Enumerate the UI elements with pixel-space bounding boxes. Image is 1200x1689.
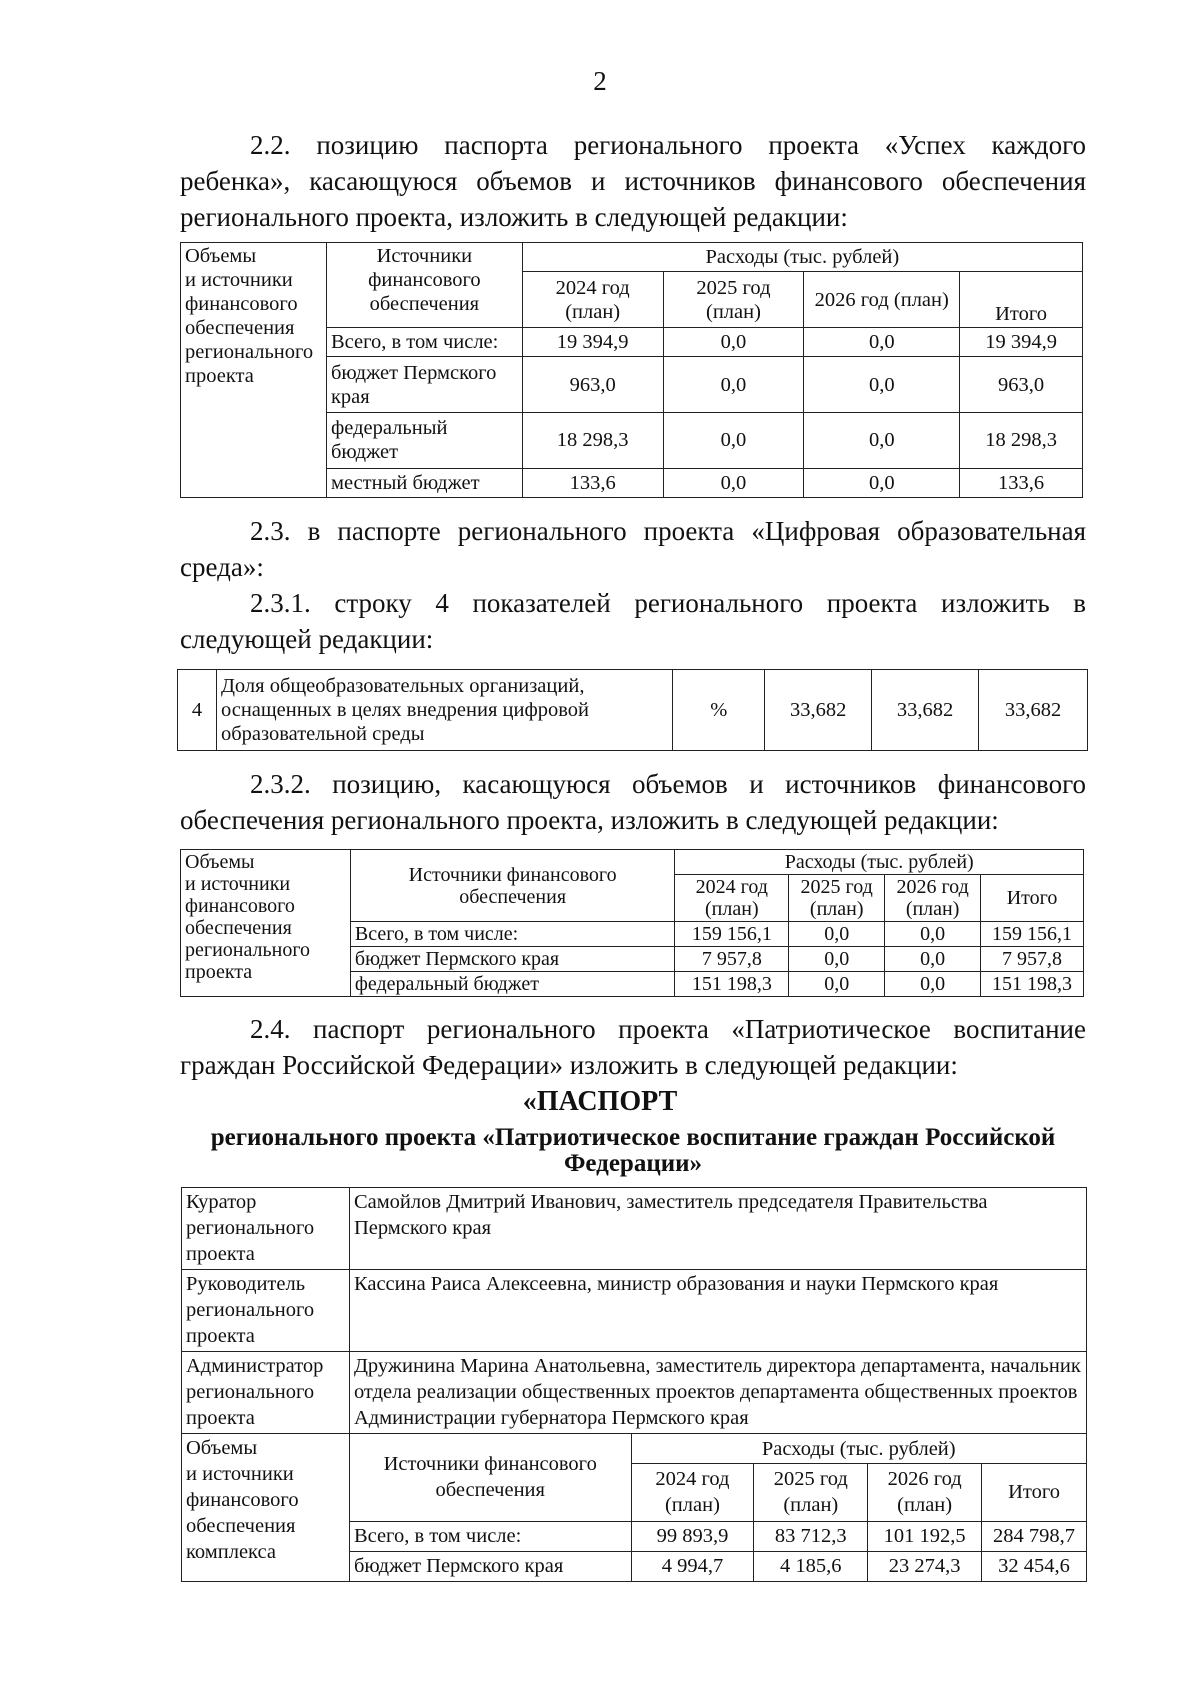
table-row: Всего, в том числе: 19 394,9 0,0 0,0 19 394,9 xyxy=(181,327,1083,356)
sources-header: Источники финансового обеспечения xyxy=(350,850,674,922)
year-2025-header: 2025 год (план) xyxy=(663,272,804,328)
paragraph-text: паспорт регионального проекта «Патриотическое воспитание граждан Российской Федерации» изложить в следующей редакции: xyxy=(180,1014,1086,1080)
head-value: Кассина Раиса Алексеевна, министр образования и науки Пермского края xyxy=(349,1270,1086,1352)
paragraph-text: в паспорте регионального проекта «Цифровая образовательная среда»: xyxy=(180,516,1087,582)
admin-label: Администратор регионального проекта xyxy=(182,1352,350,1434)
year-2025-header: 2025 год (план) xyxy=(754,1464,868,1521)
expenses-header: Расходы (тыс. рублей) xyxy=(522,243,1082,272)
total-header: Итого xyxy=(981,875,1084,922)
curator-value: Самойлов Дмитрий Иванович, заместитель председателя Правительства Пермского края xyxy=(349,1188,1086,1270)
table-row: Всего, в том числе: 99 893,9 83 712,3 101 192,5 284 798,7 xyxy=(182,1521,1087,1551)
paragraph-2-3-2 xyxy=(180,766,1086,838)
paragraph-2-2 xyxy=(180,127,1086,235)
paragraph-2-3-1 xyxy=(180,585,1086,657)
table-row: местный бюджет 133,6 0,0 0,0 133,6 xyxy=(181,468,1083,497)
year-2024-header: 2024 год (план) xyxy=(631,1464,754,1521)
year-2026-header: 2026 год (план) xyxy=(804,272,960,328)
financing-label: Объемы и источники финансового обеспечения комплекса xyxy=(182,1434,350,1582)
admin-row xyxy=(182,1352,1087,1434)
paragraph-text: строку 4 показателей регионального проекта изложить в следующей редакции: xyxy=(180,588,1087,654)
year-2025-header: 2025 год (план) xyxy=(789,875,885,922)
paragraph-number: 2.3.2. xyxy=(250,769,311,799)
head-label: Руководитель регионального проекта xyxy=(182,1270,350,1352)
table-row: Всего, в том числе: 159 156,1 0,0 0,0 159 156,1 xyxy=(181,922,1084,947)
table-success-every-child-financing xyxy=(180,242,1083,498)
paragraph-number: 2.3. xyxy=(250,516,291,546)
admin-value: Дружинина Марина Анатольевна, заместитель директора департамента, начальник отдела реализации общественных проектов департамента общественных проектов Администрации губернатора Пермского края xyxy=(349,1352,1086,1434)
rowhead-cell: Объемы и источники финансового обеспечения регионального проекта xyxy=(181,850,351,997)
sources-header: Источники финансового обеспечения xyxy=(349,1434,631,1522)
passport-subtitle: регионального проекта «Патриотическое воспитание граждан Российской Федерации» xyxy=(210,1124,1056,1177)
table-row: бюджет Пермского края 7 957,8 0,0 0,0 7 957,8 xyxy=(181,947,1084,972)
expenses-header: Расходы (тыс. рублей) xyxy=(631,1434,1086,1464)
table-row: федеральный бюджет 151 198,3 0,0 0,0 151 198,3 xyxy=(181,972,1084,997)
table-row: бюджет Пермского края 4 994,7 4 185,6 23 274,3 32 454,6 xyxy=(182,1551,1087,1581)
paragraph-text: позицию, касающуюся объемов и источников финансового обеспечения регионального проекта, изложить в следующей редакции: xyxy=(180,769,1086,835)
paragraph-2-4 xyxy=(180,1011,1086,1083)
page-number: 2 xyxy=(593,66,607,96)
year-2024-header: 2024 год (план) xyxy=(675,875,789,922)
paragraph-2-3 xyxy=(180,513,1086,585)
curator-label: Куратор регионального проекта xyxy=(182,1188,350,1270)
paragraph-number: 2.2. xyxy=(250,130,291,160)
paragraph-text: позицию паспорта регионального проекта «Успех каждого ребенка», касающуюся объемов и источников финансового обеспечения регионального проекта, изложить в следующей редакции: xyxy=(180,130,1086,232)
year-2026-header: 2026 год (план) xyxy=(885,875,981,922)
year-2026-header: 2026 год (план) xyxy=(868,1464,982,1521)
table-digital-env-financing xyxy=(180,849,1084,997)
paragraph-number: 2.4. xyxy=(250,1014,291,1044)
table-indicator-row-4 xyxy=(177,669,1088,751)
table-patriotic-passport xyxy=(181,1187,1087,1582)
total-header: Итого xyxy=(960,272,1083,328)
year-2024-header: 2024 год (план) xyxy=(522,272,663,328)
head-row xyxy=(182,1270,1087,1352)
total-header: Итого xyxy=(982,1464,1087,1521)
table-row: федеральный бюджет 18 298,3 0,0 0,0 18 298,3 xyxy=(181,412,1083,468)
table-row: бюджет Пермского края 963,0 0,0 0,0 963,0 xyxy=(181,357,1083,413)
rowhead-cell: Объемы и источники финансового обеспечения регионального проекта xyxy=(181,243,327,498)
expenses-header: Расходы (тыс. рублей) xyxy=(675,850,1084,875)
paragraph-number: 2.3.1. xyxy=(250,588,311,618)
table-row: 4 Доля общеобразовательных организаций, оснащенных в целях внедрения цифровой образовательной среды % 33,682 33,682 33,682 xyxy=(178,670,1088,751)
passport-title: «ПАСПОРТ xyxy=(522,1086,678,1117)
sources-header: Источники финансового обеспечения xyxy=(326,243,522,328)
curator-row xyxy=(182,1188,1087,1270)
